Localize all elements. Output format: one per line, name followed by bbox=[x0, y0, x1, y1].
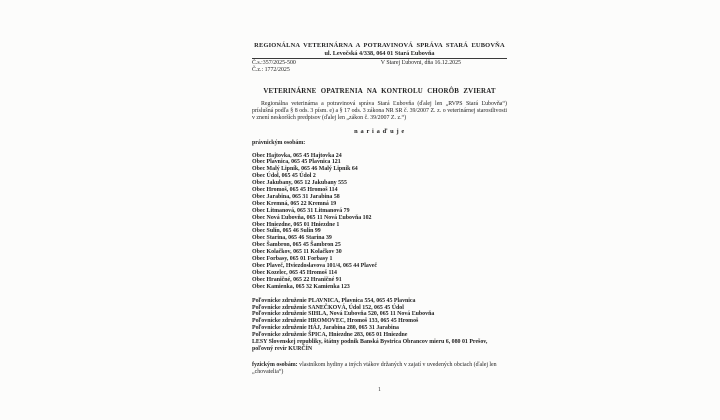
municipality-item: Obec Údol, 065 45 Údol 2 bbox=[252, 173, 316, 180]
ref-number-cz: Č.z.: 1772/2025 bbox=[252, 66, 290, 73]
association-item: LESY Slovenskej republiky, štátny podnik Banská Bystrica Obrancov mieru 6, 080 01 Prešov, poľovný revír KURČÍN bbox=[252, 339, 488, 352]
document-content-column bbox=[252, 42, 507, 393]
municipality-item: Obec Kamienka, 065 32 Kamienka 123 bbox=[252, 283, 350, 290]
municipality-item: Obec Hromoš, 065 45 Hromoš 114 bbox=[252, 187, 338, 194]
page-number: 1 bbox=[378, 386, 381, 393]
association-item: Poľovnícke združenie SANEČKOVÁ, Údol 152, 065 45 Údol bbox=[252, 304, 404, 311]
association-item: Poľovnícke združenie ŠPICA, Hniezdne 283, 065 01 Hniezdne bbox=[252, 332, 408, 339]
municipality-item: Obec Nová Ľubovňa, 065 11 Nová Ľubovňa 102 bbox=[252, 214, 372, 221]
municipality-item: Obec Jakubany, 065 12 Jakubany 555 bbox=[252, 180, 347, 187]
municipality-item: Obec Kremná, 065 22 Kremná 19 bbox=[252, 200, 337, 207]
place-date: V Starej Ľubovni, dňa 16.12.2025 bbox=[380, 59, 461, 66]
municipality-item: Obec Forbasy, 065 01 Forbasy 1 bbox=[252, 256, 333, 263]
associations-list bbox=[252, 298, 507, 353]
org-address: ul. Levočská 4/338, 064 01 Stará Ľubovňa bbox=[324, 49, 435, 57]
reference-row bbox=[252, 60, 507, 67]
org-name: REGIONÁLNA VETERINÁRNA A POTRAVINOVÁ SPRÁVA STARÁ ĽUBOVŇA bbox=[254, 42, 505, 49]
natural-persons-label: fyzickým osobám: bbox=[252, 361, 298, 368]
orders-word: n a r i a ď u j e bbox=[354, 127, 405, 135]
association-item: Poľovnícke združenie HROMOVEC, Hromoš 133, 065 45 Hromoš bbox=[252, 318, 419, 325]
association-item: Poľovnícke združenie SIHLA, Nová Ľubovňa 520, 065 11 Nová Ľubovňa bbox=[252, 311, 435, 318]
municipality-item: Obec Malý Lipník, 065 46 Malý Lipník 64 bbox=[252, 166, 358, 173]
municipality-item: Obec Hajtovka, 065 45 Hajtovka 24 bbox=[252, 152, 342, 159]
municipality-item: Obec Kozelec, 065 45 Hromoš 114 bbox=[252, 269, 337, 276]
association-item: Poľovnícke združenie PLAVNICA, Plavnica 554, 065 45 Plavnica bbox=[252, 297, 416, 304]
municipality-item: Obec Šambron, 065 45 Šambron 25 bbox=[252, 242, 341, 249]
municipality-item: Obec Hraničné, 065 22 Hraničné 91 bbox=[252, 276, 342, 283]
document-title: VETERINÁRNE OPATRENIA NA KONTROLU CHORÔB ZVIERAT bbox=[263, 87, 496, 95]
municipality-item: Obec Hniezdne, 065 01 Hniezdne 1 bbox=[252, 221, 340, 228]
municipality-item: Obec Jarabina, 065 31 Jarabina 58 bbox=[252, 193, 340, 200]
legal-entities-label: právnickým osobám: bbox=[252, 139, 306, 146]
municipality-item: Obec Plaveč, Hviezdoslavova 101/4, 065 44 Plaveč bbox=[252, 263, 377, 269]
ref-number-cs: Č.s.:357/2025-500 bbox=[252, 59, 296, 66]
natural-persons-paragraph bbox=[252, 362, 507, 376]
municipality-item: Obec Plavnica, 065 45 Plavnica 121 bbox=[252, 159, 341, 166]
header-divider bbox=[252, 58, 507, 59]
association-item: Poľovnícke združenie HÁJ, Jarabina 280, 065 31 Jarabina bbox=[252, 325, 399, 332]
municipality-item: Obec Litmanová, 065 31 Litmanová 79 bbox=[252, 207, 350, 214]
municipalities-list bbox=[252, 153, 507, 291]
municipality-item: Obec Starina, 065 46 Starina 39 bbox=[252, 235, 332, 242]
municipality-item: Obec Sulín, 065 46 Sulín 99 bbox=[252, 228, 321, 235]
intro-paragraph: Regionálna veterinárna a potravinová správa Stará Ľubovňa (ďalej len „RVPS Stará Ľubovňa“) príslušná podľa § 8 ods. 3 písm. e) a § 17 ods. 3 zákona NR SR č. 39/2007 Z. z. o veterinárnej starostlivosti v znení neskorších predpisov (ďalej len „zákon č. 39/2007 Z. z.“) bbox=[252, 100, 507, 121]
municipality-item: Obec Kolačkov, 065 11 Kolačkov 30 bbox=[252, 249, 342, 256]
natural-persons-text: vlastníkom hydiny a iných vtákov držaných v zajatí v uvedených obciach (ďalej len „chovatelia“) bbox=[252, 361, 497, 375]
